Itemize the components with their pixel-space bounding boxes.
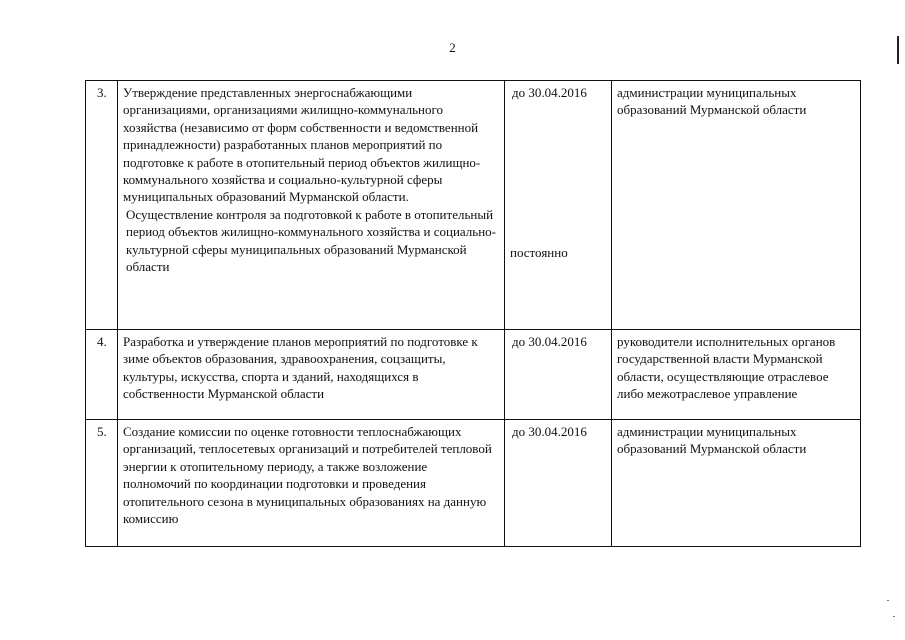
- table-row: [86, 330, 861, 420]
- deadline-cell: [505, 81, 612, 330]
- table-row: [86, 420, 861, 547]
- responsible: администрации муниципальных образований Мурманской области: [617, 85, 807, 118]
- row-number: 3.: [97, 85, 107, 100]
- measure-cell: [118, 420, 505, 547]
- row-number: 4.: [97, 334, 107, 349]
- row-number-cell: [86, 420, 118, 547]
- scan-speck: [893, 616, 895, 617]
- responsible-cell: [612, 330, 861, 420]
- responsible: руководители исполнительных органов государственной власти Мурманской области, осуществляющие отраслевое либо межотраслевое управление: [617, 334, 836, 402]
- scan-edge-mark: [897, 36, 899, 64]
- measure-text-continuation: Осуществление контроля за подготовкой к работе в отопительный период объектов жилищно-коммунального хозяйства и социально-культурной сферы муниципальных образований Мурманской области: [126, 206, 497, 275]
- measure-text: Утверждение представленных энергоснабжающими организациями, организациями жилищно-коммунального хозяйства (независимо от форм собственности и ведомственной принадлежности) разработанных планов мероприятий по подготовке к работе в отопительный период объектов жилищно-коммунального хозяйства и социально-культурной сферы муниципальных образований Мурманской области.: [123, 85, 481, 205]
- deadline-cell: [505, 330, 612, 420]
- row-number: 5.: [97, 424, 107, 439]
- row-number-cell: [86, 330, 118, 420]
- responsible-cell: [612, 81, 861, 330]
- deadline: до 30.04.2016: [512, 424, 587, 439]
- responsible: администрации муниципальных образований Мурманской области: [617, 424, 807, 457]
- deadline: до 30.04.2016: [512, 85, 587, 100]
- scan-speck: [887, 600, 889, 601]
- measure-text: Разработка и утверждение планов мероприятий по подготовке к зиме объектов образования, здравоохранения, соцзащиты, культуры, искусства, спорта и зданий, находящихся в собственности Мурманской области: [123, 334, 478, 402]
- measure-cell: [118, 330, 505, 420]
- deadline: до 30.04.2016: [512, 334, 587, 349]
- page-number: 2: [449, 40, 456, 55]
- deadline-continuous: постоянно: [510, 245, 568, 261]
- measure-text: Создание комиссии по оценке готовности теплоснабжающих организаций, теплосетевых организаций и потребителей тепловой энергии к отопительному периоду, а также возложение полномочий по координации подготовки и проведения отопительного сезона в муниципальных образованиях на данную комиссию: [123, 424, 492, 527]
- responsible-cell: [612, 420, 861, 547]
- deadline-cell: [505, 420, 612, 547]
- measures-table: [85, 80, 861, 547]
- table-row: [86, 81, 861, 330]
- measure-cell: [118, 81, 505, 330]
- row-number-cell: [86, 81, 118, 330]
